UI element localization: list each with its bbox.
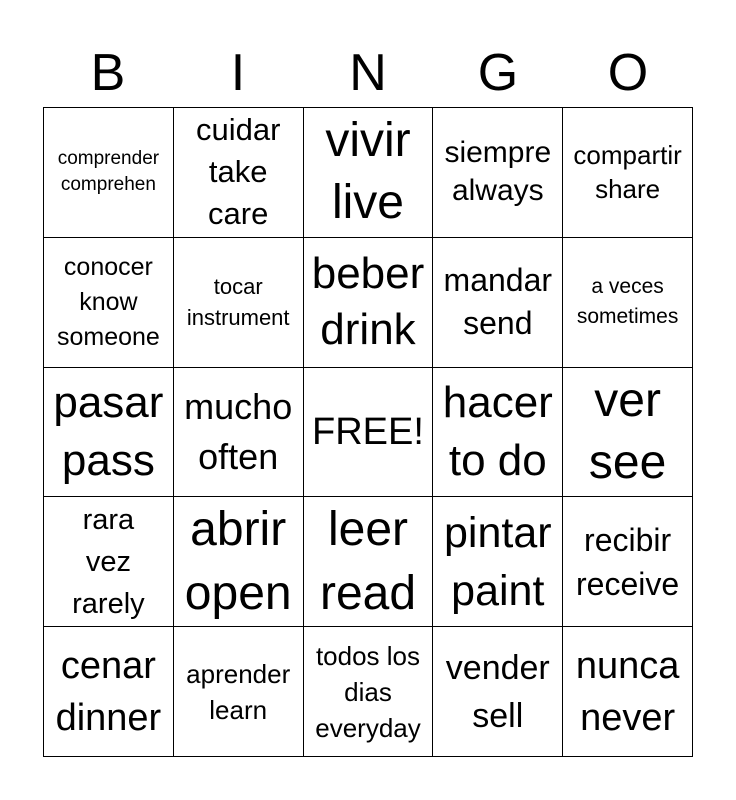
cell-text-line: FREE! (312, 410, 424, 453)
cell-text-line: take (208, 154, 268, 190)
cell-text-line: cuidar (195, 112, 281, 148)
bingo-cell[interactable] (44, 238, 174, 368)
cell-text-line: todos los (315, 640, 421, 671)
cell-text-line: pintar (444, 508, 552, 557)
bingo-cell[interactable] (44, 108, 174, 238)
bingo-cell[interactable] (304, 108, 434, 238)
cell-text-line: mucho (184, 385, 293, 427)
cell-text-line: share (595, 174, 661, 205)
cell-text-line: tocar (213, 274, 263, 300)
header-letter-g: G (477, 44, 519, 102)
bingo-cell[interactable] (563, 497, 693, 627)
bingo-cell[interactable] (174, 108, 304, 238)
bingo-cell[interactable] (304, 238, 434, 368)
cell-text-line: open (184, 566, 292, 620)
bingo-cell[interactable] (44, 627, 174, 757)
bingo-cell[interactable] (433, 497, 563, 627)
cell-text-line: send (463, 305, 533, 342)
cell-text-line: live (331, 176, 404, 230)
cell-text-line: cenar (60, 644, 156, 687)
cell-text-line: leer (327, 502, 409, 556)
cell-text-line: often (198, 435, 279, 477)
bingo-cell[interactable] (174, 627, 304, 757)
cell-text-line: receive (576, 565, 680, 602)
cell-text-line: comprehen (60, 174, 156, 196)
cell-text-line: read (319, 566, 417, 620)
cell-text-line: to do (448, 435, 547, 485)
cell-text-line: abrir (190, 502, 287, 556)
cell-text-line: conocer (63, 252, 153, 281)
bingo-cell[interactable] (433, 627, 563, 757)
bingo-cell[interactable] (174, 368, 304, 498)
cell-text-line: nunca (575, 644, 680, 687)
cell-text-line: comprender (57, 148, 160, 170)
cell-text-line: vez (85, 545, 131, 578)
bingo-cell[interactable] (44, 497, 174, 627)
cell-text-line: never (580, 696, 676, 739)
cell-text-line: rara (82, 503, 135, 536)
cell-text-line: sometimes (576, 305, 679, 329)
header-letter-b: B (90, 44, 126, 102)
cell-text-line: a veces (591, 275, 664, 299)
bingo-cell[interactable] (174, 497, 304, 627)
bingo-cell[interactable] (433, 108, 563, 238)
bingo-header (43, 40, 693, 106)
cell-text-line: sell (472, 696, 524, 735)
cell-text-line: recibir (584, 521, 672, 558)
cell-text-line: always (451, 174, 544, 208)
cell-text-line: beber (311, 249, 425, 299)
header-letter-o: O (607, 44, 649, 102)
cell-text-line: someone (56, 322, 160, 351)
cell-text-line: aprender (186, 658, 291, 689)
cell-text-line: instrument (186, 305, 290, 331)
free-space-cell[interactable] (304, 368, 434, 498)
cell-text-line: pasar (53, 377, 164, 427)
bingo-cell[interactable] (563, 368, 693, 498)
header-letter-i: I (230, 44, 246, 102)
bingo-cell[interactable] (563, 108, 693, 238)
cell-text-line: care (208, 196, 269, 232)
bingo-cell[interactable] (304, 497, 434, 627)
cell-text-line: mandar (443, 262, 553, 299)
cell-text-line: learn (209, 694, 268, 725)
bingo-cell[interactable] (44, 368, 174, 498)
cell-text-line: hacer (442, 377, 553, 427)
cell-text-line: vivir (325, 114, 411, 168)
bingo-board (43, 107, 693, 757)
cell-text-line: pass (61, 435, 155, 485)
bingo-cell[interactable] (304, 627, 434, 757)
cell-text-line: dias (344, 676, 392, 707)
bingo-cell[interactable] (174, 238, 304, 368)
cell-text-line: know (79, 287, 138, 316)
bingo-cell[interactable] (433, 368, 563, 498)
bingo-cell[interactable] (433, 238, 563, 368)
cell-text-line: vender (445, 648, 550, 687)
cell-text-line: compartir (573, 140, 682, 171)
cell-text-line: paint (451, 566, 545, 615)
cell-text-line: see (588, 435, 667, 489)
cell-text-line: drink (320, 305, 416, 355)
cell-text-line: ver (594, 373, 661, 427)
bingo-cell[interactable] (563, 627, 693, 757)
cell-text-line: everyday (315, 712, 421, 743)
cell-text-line: dinner (55, 696, 162, 739)
header-letter-n: N (349, 44, 387, 102)
bingo-cell[interactable] (563, 238, 693, 368)
cell-text-line: siempre (444, 136, 552, 170)
cell-text-line: rarely (72, 587, 145, 620)
